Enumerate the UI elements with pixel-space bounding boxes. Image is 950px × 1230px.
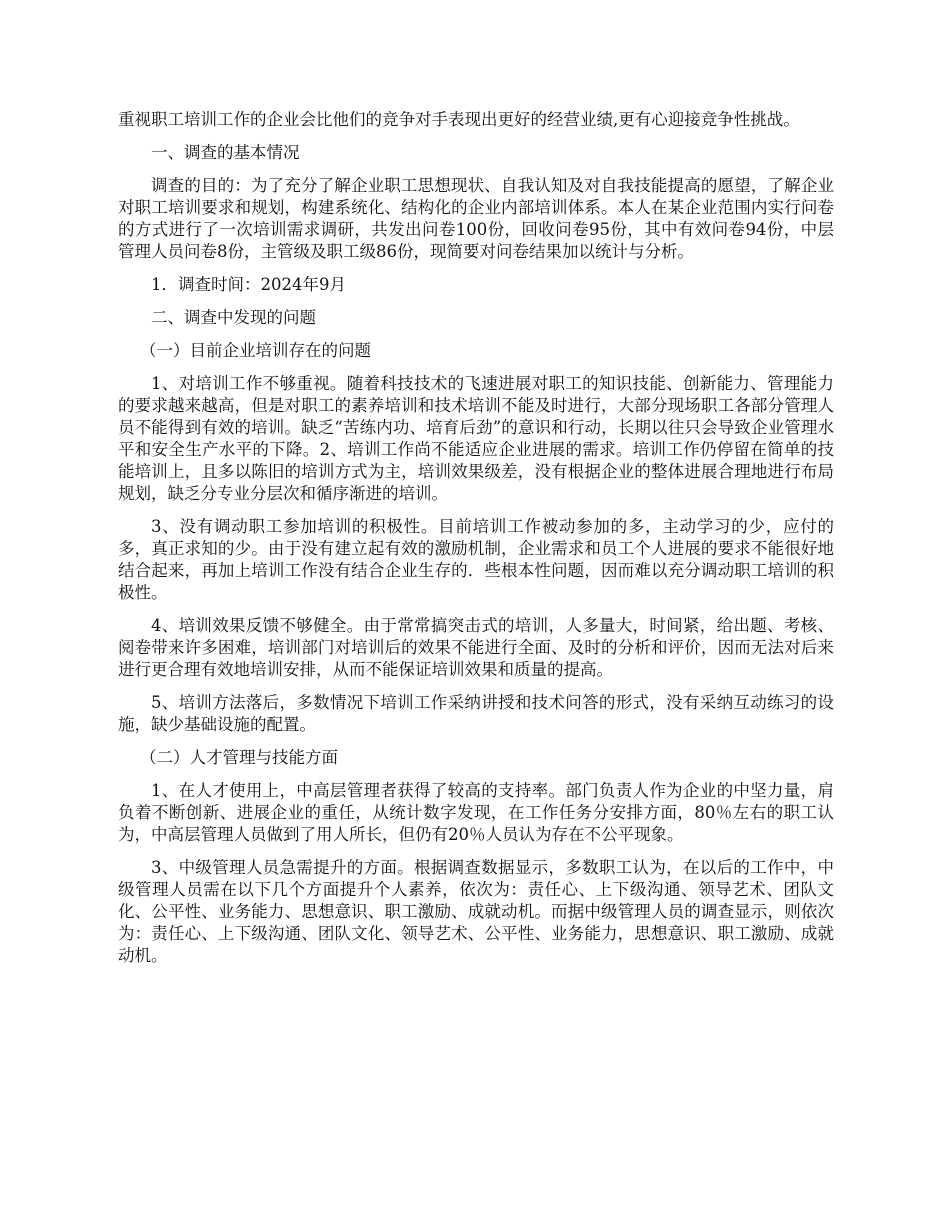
document-page (118, 109, 834, 978)
paragraph-issue-1-2: 1、对培训工作不够重视。随着科技技术的飞速进展对职工的知识技能、创新能力、管理能力的要求越来越高，但是对职工的素养培训和技术培训不能及时进行，大部分现场职工各部分管理人员不能得到有效的培训。缺乏“苦练内功、培育后劲”的意识和行动，长期以往只会导致企业管理水平和安全生产水平的下降。2、培训工作尚不能适应企业进展的需求。培训工作仍停留在简单的技能培训上，且多以陈旧的培训方式为主，培训效果级差，没有根据企业的整体进展合理地进行布局规划，缺乏分专业分层次和循序渐进的培训。 (118, 374, 834, 503)
paragraph-issue-4: 4、培训效果反馈不够健全。由于常常搞突击式的培训，人多量大，时间紧，给出题、考核、阅卷带来许多困难，培训部门对培训后的效果不能进行全面、及时的分析和评价，因而无法对后来进行更合理有效地培训安排，从而不能保证培训效果和质量的提高。 (118, 616, 834, 679)
heading-section-2: 二、调查中发现的问题 (151, 308, 316, 327)
paragraph-issue-5: 5、培训方法落后，多数情况下培训工作采纳讲授和技术问答的形式，没有采纳互动练习的设施，缺少基础设施的配置。 (118, 693, 834, 734)
paragraph-survey-time: 1．调查时间：2024年9月 (151, 275, 346, 294)
paragraph-intro: 重视职工培训工作的企业会比他们的竞争对手表现出更好的经营业绩,更有心迎接竞争性挑战。 (118, 110, 800, 129)
paragraph-survey-purpose: 调查的目的：为了充分了解企业职工思想现状、自我认知及对自我技能提高的愿望，了解企业对职工培训要求和规划，构建系统化、结构化的企业内部培训体系。本人在某企业范围内实行问卷的方式进行了一次培训需求调研，共发出问卷100份，回收问卷95份，其中有效问卷94份，中层管理人员问卷8份，主管级及职工级86份，现简要对问卷结果加以统计与分析。 (118, 176, 834, 261)
paragraph-issue-3: 3、没有调动职工参加培训的积极性。目前培训工作被动参加的多，主动学习的少，应付的多，真正求知的少。由于没有建立起有效的激励机制，企业需求和员工个人进展的要求不能很好地结合起来，再加上培训工作没有结合企业生存的．些根本性问题，因而难以充分调动职工培训的积极性。 (118, 517, 834, 602)
heading-subsection-1: （一）目前企业培训存在的问题 (140, 341, 371, 360)
heading-section-1: 一、调查的基本情况 (151, 143, 300, 162)
paragraph-talent-3: 3、中级管理人员急需提升的方面。根据调查数据显示，多数职工认为，在以后的工作中，中级管理人员需在以下几个方面提升个人素养，依次为：责任心、上下级沟通、领导艺术、团队文化、公平性、业务能力、思想意识、职工激励、成就动机。而据中级管理人员的调查显示，则依次为：责任心、上下级沟通、团队文化、领导艺术、公平性、业务能力，思想意识、职工激励、成就动机。 (118, 858, 834, 965)
heading-subsection-2: （二）人才管理与技能方面 (140, 748, 338, 767)
paragraph-talent-1: 1、在人才使用上，中高层管理者获得了较高的支持率。部门负责人作为企业的中坚力量，肩负着不断创新、进展企业的重任，从统计数字发现，在工作任务分安排方面，80％左右的职工认为，中高层管理人员做到了用人所长，但仍有20％人员认为存在不公平现象。 (118, 781, 834, 844)
